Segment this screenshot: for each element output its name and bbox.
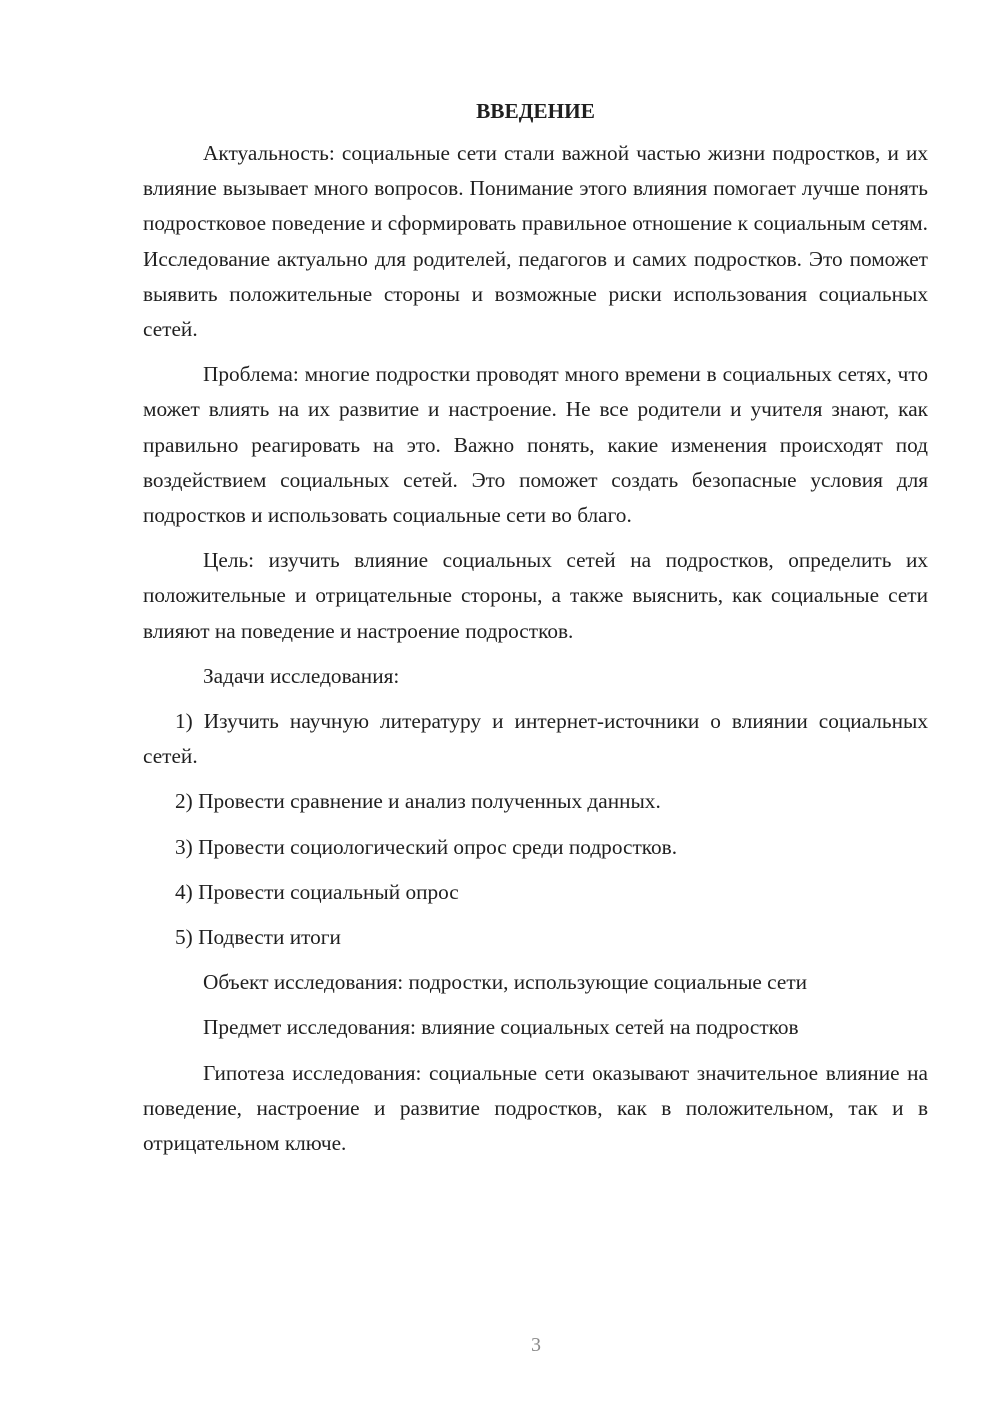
hypothesis-paragraph: Гипотеза исследования: социальные сети оказывают значительное влияние на поведение, настроение и развитие подростков, как в положительном, так и в отрицательном ключе. [143, 1060, 928, 1156]
task-item-2: 2) Провести сравнение и анализ полученных данных. [175, 789, 661, 814]
page-content [143, 96, 928, 1171]
subject-paragraph: Предмет исследования: влияние социальных сетей на подростков [203, 1015, 799, 1040]
task-item-5: 5) Подвести итоги [175, 925, 341, 950]
task-item-4: 4) Провести социальный опрос [175, 879, 459, 904]
relevance-paragraph: Актуальность: социальные сети стали важной частью жизни подростков, и их влияние вызывает много вопросов. Понимание этого влияния помогает лучше понять подростковое поведение и сформировать правильное отношение к социальным сетям. Исследование актуально для родителей, педагогов и самих подростков. Это поможет выявить положительные стороны и возможные риски использования социальных сетей. [143, 141, 928, 342]
page-number: 3 [531, 1334, 541, 1356]
section-title: ВВЕДЕНИЕ [476, 99, 595, 123]
task-item-3: 3) Провести социологический опрос среди подростков. [175, 834, 678, 859]
task-item-1: 1) Изучить научную литературу и интернет-источники о влиянии социальных сетей. [143, 709, 928, 769]
problem-paragraph: Проблема: многие подростки проводят много времени в социальных сетях, что может влиять на их развитие и настроение. Не все родители и учителя знают, как правильно реагировать на это. Важно понять, какие изменения происходят под воздействием социальных сетей. Это поможет создать безопасные условия для подростков и использовать социальные сети во благо. [143, 362, 928, 528]
goal-paragraph: Цель: изучить влияние социальных сетей на подростков, определить их положительные и отрицательные стороны, а также выяснить, как социальные сети влияют на поведение и настроение подростков. [143, 548, 928, 643]
object-paragraph: Объект исследования: подростки, использующие социальные сети [203, 970, 808, 995]
tasks-heading: Задачи исследования: [203, 663, 400, 688]
